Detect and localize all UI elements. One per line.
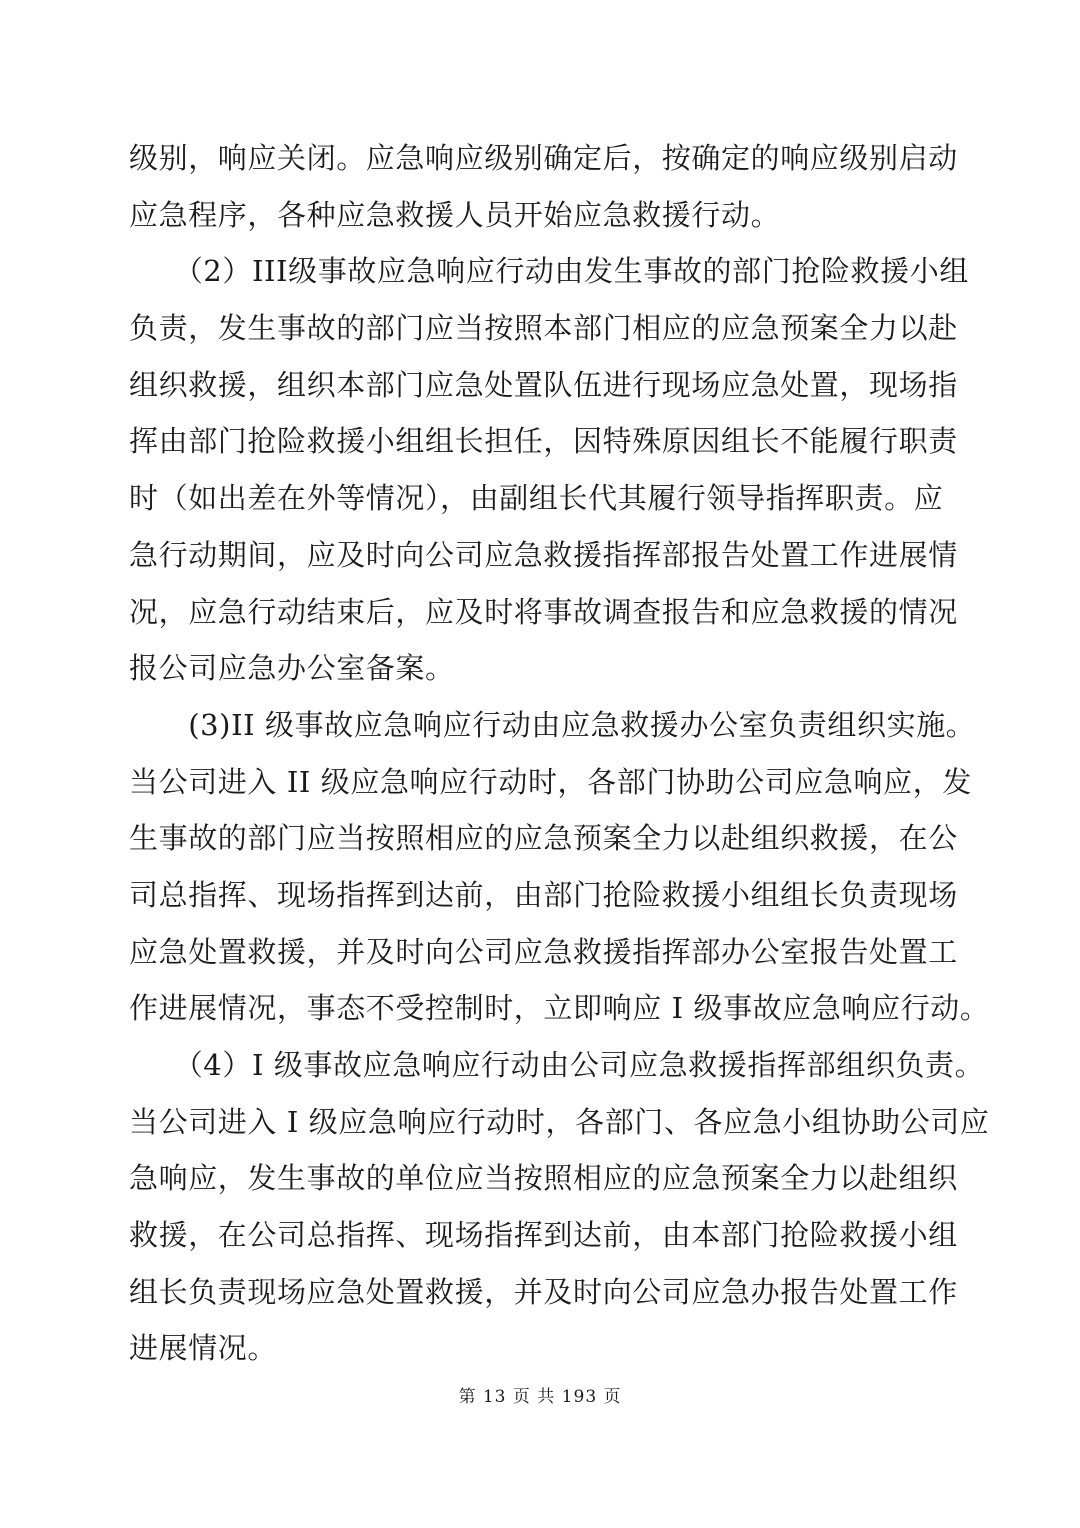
text-line: 应急程序，各种应急救援人员开始应急救援行动。 [129, 197, 781, 232]
text-line: 当公司进入 II 级应急响应行动时，各部门协助公司应急响应，发 [129, 764, 972, 799]
text-line: 时（如出差在外等情况），由副组长代其履行领导指挥职责。应 [129, 481, 944, 516]
text-line: （4）I 级事故应急响应行动由公司应急救援指挥部组织负责。 [129, 1048, 985, 1082]
text-line: 救援，在公司总指挥、现场指挥到达前，由本部门抢险救援小组 [129, 1218, 958, 1253]
text-line: 报公司应急办公室备案。 [129, 651, 455, 686]
text-line: (3)II 级事故应急响应行动由应急救援办公室负责组织实施。 [129, 707, 976, 742]
document-body [129, 130, 990, 1377]
text-line: 挥由部门抢险救援小组组长担任，因特殊原因组长不能履行职责 [129, 424, 958, 459]
text-line: 急响应，发生事故的单位应当按照相应的应急预案全力以赴组织 [129, 1161, 958, 1196]
text-line: 司总指挥、现场指挥到达前，由部门抢险救援小组组长负责现场 [129, 877, 958, 912]
text-line: 组织救援，组织本部门应急处置队伍进行现场应急处置，现场指 [129, 367, 958, 402]
text-line: 作进展情况，事态不受控制时，立即响应 I 级事故应急响应行动。 [129, 991, 990, 1026]
text-line: 况，应急行动结束后，应及时将事故调查报告和应急救援的情况 [129, 594, 958, 629]
page-number-footer: 第 13 页 共 193 页 [458, 1387, 622, 1407]
text-line: 急行动期间，应及时向公司应急救援指挥部报告处置工作进展情 [129, 537, 958, 572]
text-line: 生事故的部门应当按照相应的应急预案全力以赴组织救援，在公 [129, 821, 958, 856]
text-line: 级别，响应关闭。应急响应级别确定后，按确定的响应级别启动 [129, 141, 958, 175]
text-line: 当公司进入 I 级应急响应行动时，各部门、各应急小组协助公司应 [129, 1104, 990, 1139]
text-line: 进展情况。 [129, 1331, 278, 1366]
text-line: 负责，发生事故的部门应当按照本部门相应的应急预案全力以赴 [129, 311, 958, 346]
text-line: 应急处置救援，并及时向公司应急救援指挥部办公室报告处置工 [129, 934, 958, 969]
text-line: 组长负责现场应急处置救援，并及时向公司应急办报告处置工作 [129, 1274, 958, 1309]
text-line: （2）III级事故应急响应行动由发生事故的部门抢险救援小组 [129, 254, 969, 289]
